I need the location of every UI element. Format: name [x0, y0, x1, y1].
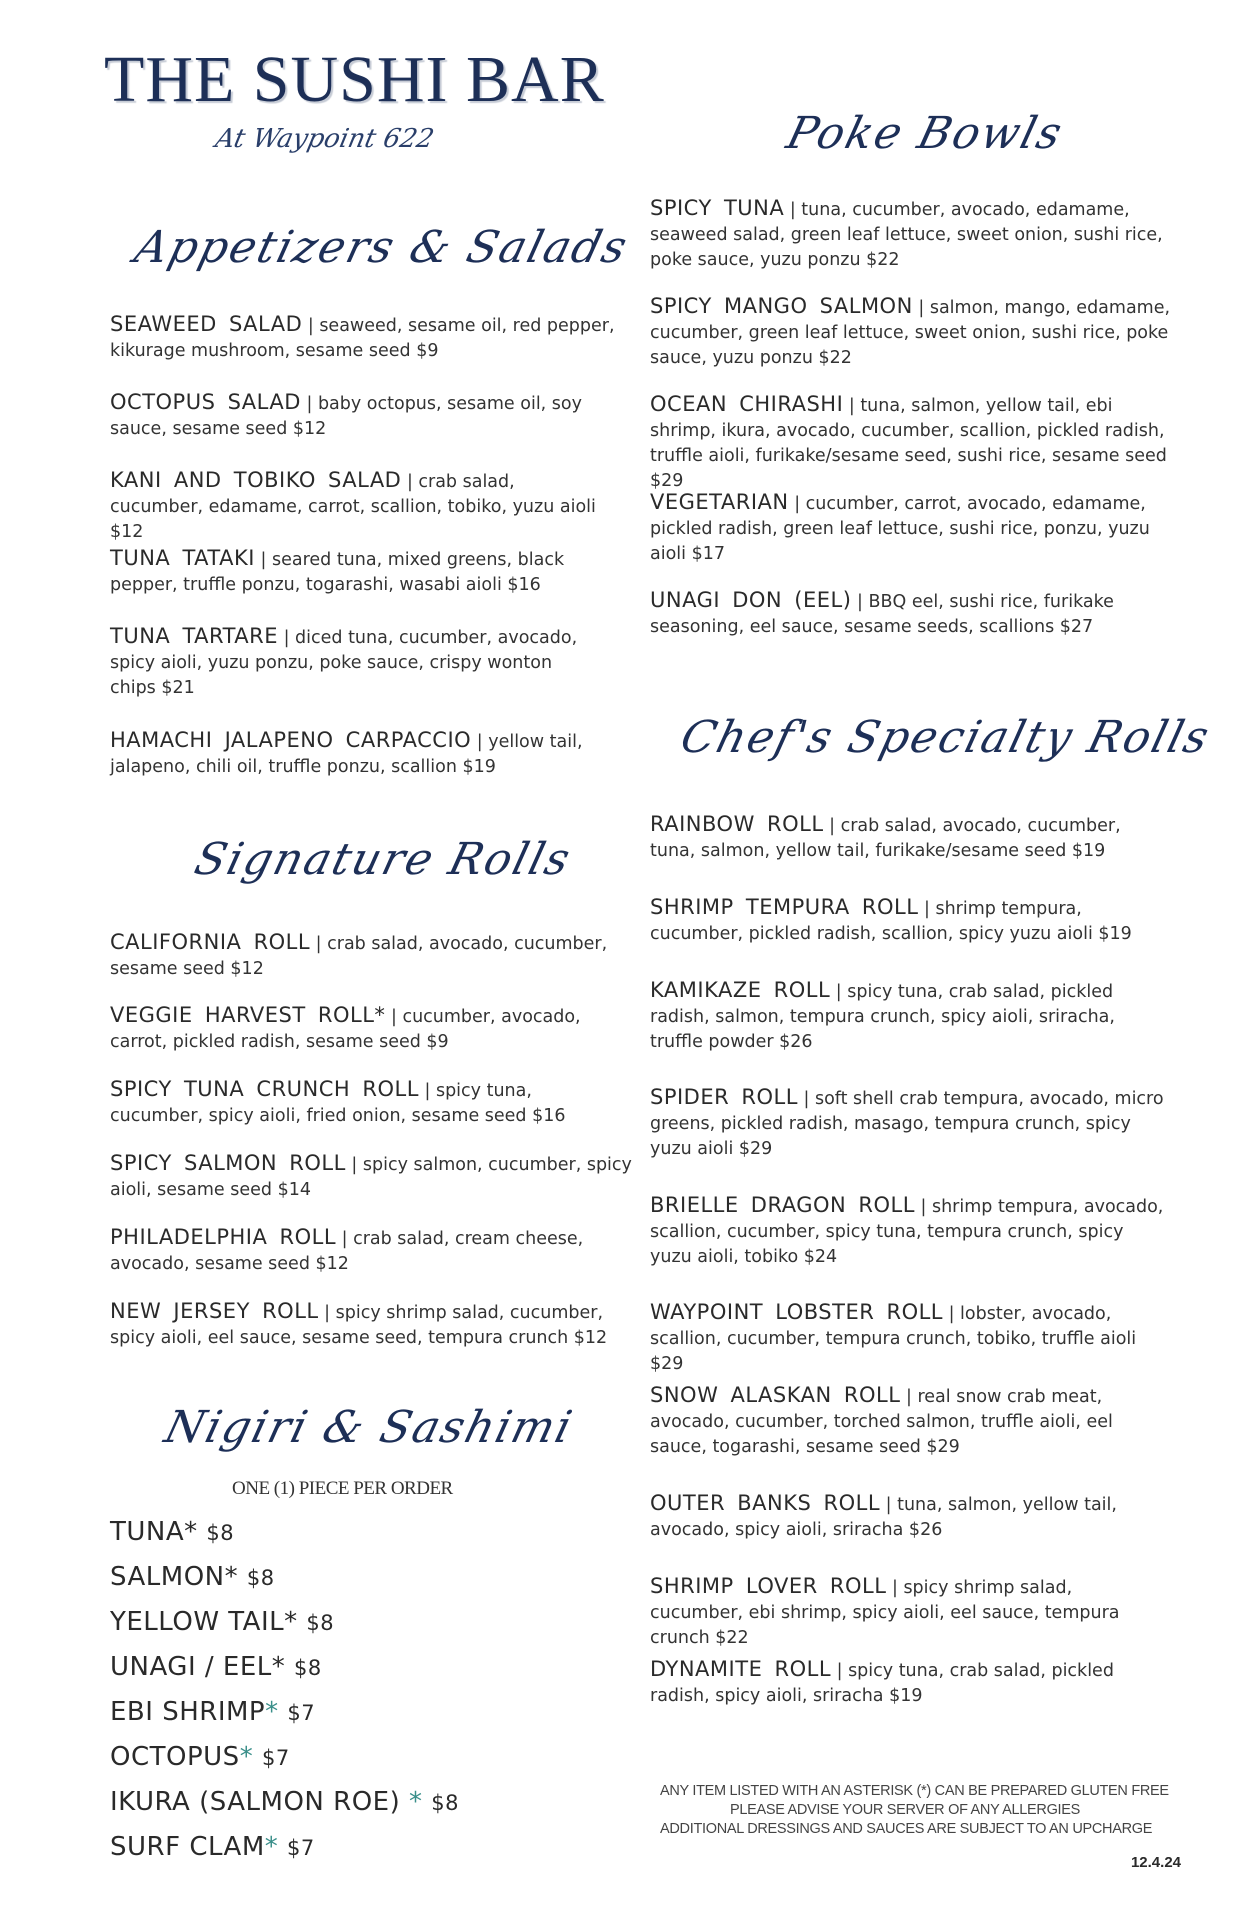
menu-footer	[660, 1782, 1169, 1839]
item-name: OCTOPUS	[110, 1742, 240, 1772]
nigiri-item	[110, 1825, 459, 1870]
item-name: HAMACHI JALAPENO CARPACCIO	[110, 728, 472, 752]
item-name: RAINBOW ROLL	[650, 812, 824, 836]
item-name: SALMON*	[110, 1562, 239, 1592]
item-name: SPICY TUNA	[650, 196, 785, 220]
menu-item	[650, 1193, 1170, 1270]
menu-item	[110, 728, 610, 780]
item-desc: | shrimp tempura, avocado, scallion, cucumber, spicy tuna, tempura crunch, spicy yuzu aioli, tobiko $24	[650, 1197, 1164, 1267]
item-name: OCTOPUS SALAD	[110, 390, 301, 414]
item-price: $8	[206, 1521, 235, 1545]
item-name: UNAGI / EEL*	[110, 1652, 286, 1682]
item-name: SPIDER ROLL	[650, 1085, 798, 1109]
item-desc: | yellow tail, jalapeno, chili oil, truffle ponzu, scallion $19	[110, 732, 583, 777]
menu-item	[110, 1225, 610, 1277]
item-name: TUNA*	[110, 1517, 198, 1547]
item-price: $8	[431, 1791, 459, 1815]
item-desc: | crab salad, avocado, cucumber, tuna, salmon, yellow tail, furikake/sesame seed $19	[650, 816, 1121, 861]
item-name: EBI SHRIMP	[110, 1697, 266, 1727]
gluten-free-asterisk: *	[400, 1787, 423, 1817]
item-name: SEAWEED SALAD	[110, 312, 303, 336]
gluten-free-asterisk: *	[264, 1832, 279, 1862]
nigiri-item	[110, 1735, 459, 1780]
section-title-signature: Signature Rolls	[189, 834, 577, 885]
nigiri-item	[110, 1510, 459, 1555]
item-name: OCEAN CHIRASHI	[650, 392, 844, 416]
section-title-poke: Poke Bowls	[781, 108, 1069, 159]
item-desc: | spicy shrimp salad, cucumber, spicy aioli, eel sauce, sesame seed, tempura crunch $12	[110, 1303, 608, 1348]
menu-item	[110, 312, 625, 364]
menu-item	[110, 1077, 625, 1129]
item-name: PHILADELPHIA ROLL	[110, 1225, 337, 1249]
nigiri-item	[110, 1600, 459, 1645]
menu-item	[110, 930, 625, 982]
gluten-free-asterisk: *	[239, 1742, 254, 1772]
menu-item	[650, 294, 1175, 371]
footer-upcharge-note: ADDITIONAL DRESSINGS AND SAUCES ARE SUBJECT TO AN UPCHARGE	[660, 1821, 1153, 1837]
item-name: SPICY TUNA CRUNCH ROLL	[110, 1077, 419, 1101]
menu-item	[650, 1300, 1170, 1377]
menu-item	[650, 588, 1175, 640]
menu-item	[650, 1085, 1170, 1162]
item-desc: | baby octopus, sesame oil, soy sauce, sesame seed $12	[110, 394, 582, 439]
item-desc: | cucumber, avocado, carrot, pickled radish, sesame seed $9	[110, 1007, 581, 1052]
item-desc: | soft shell crab tempura, avocado, micro greens, pickled radish, masago, tempura crunch, spicy yuzu aioli $29	[650, 1089, 1164, 1159]
item-name: SNOW ALASKAN ROLL	[650, 1383, 901, 1407]
menu-item	[110, 1151, 635, 1203]
item-name: VEGETARIAN	[650, 490, 789, 514]
item-name: OUTER BANKS ROLL	[650, 1491, 881, 1515]
gluten-free-asterisk: *	[265, 1697, 279, 1727]
menu-item	[650, 895, 1170, 947]
item-name: KANI AND TOBIKO SALAD	[110, 468, 402, 492]
nigiri-note: ONE (1) PIECE PER ORDER	[232, 1478, 453, 1499]
item-desc: | cucumber, carrot, avocado, edamame, pickled radish, green leaf lettuce, sushi rice, ponzu, yuzu aioli $17	[650, 494, 1150, 564]
menu-item	[650, 1491, 1150, 1543]
item-price: $8	[294, 1656, 322, 1680]
menu-item	[650, 1383, 1170, 1460]
menu-date: 12.4.24	[1130, 1854, 1181, 1871]
menu-item	[110, 1299, 630, 1351]
item-name: SPICY SALMON ROLL	[110, 1151, 346, 1175]
item-name: SURF CLAM	[110, 1832, 265, 1862]
item-desc: | lobster, avocado, scallion, cucumber, tempura crunch, tobiko, truffle aioli $29	[650, 1304, 1137, 1374]
menu-item	[110, 390, 590, 442]
item-name: YELLOW TAIL*	[110, 1607, 298, 1637]
item-desc: | spicy tuna, crab salad, pickled radish, salmon, tempura crunch, spicy aioli, sriracha, truffle powder $26	[650, 982, 1115, 1052]
nigiri-list	[110, 1510, 459, 1870]
footer-gluten-free-note: ANY ITEM LISTED WITH AN ASTERISK (*) CAN BE PREPARED GLUTEN FREE	[660, 1783, 1169, 1799]
restaurant-name: THE SUSHI BAR	[104, 43, 605, 116]
item-desc: | diced tuna, cucumber, avocado, spicy aioli, yuzu ponzu, poke sauce, crispy wonton chips $21	[110, 628, 578, 698]
item-name: CALIFORNIA ROLL	[110, 930, 311, 954]
item-name: VEGGIE HARVEST ROLL*	[110, 1003, 386, 1027]
item-name: SPICY MANGO SALMON	[650, 294, 913, 318]
item-desc: | real snow crab meat, avocado, cucumber, torched salmon, truffle aioli, eel sauce, togarashi, sesame seed $29	[650, 1387, 1113, 1457]
item-name: SHRIMP LOVER ROLL	[650, 1574, 887, 1598]
section-title-chef: Chef's Specialty Rolls	[675, 712, 1216, 763]
menu-item	[650, 392, 1175, 494]
item-desc: | spicy tuna, crab salad, pickled radish, spicy aioli, sriracha $19	[650, 1661, 1114, 1706]
item-price: $8	[306, 1611, 335, 1635]
item-name: TUNA TATAKI	[110, 546, 255, 570]
item-desc: | tuna, salmon, yellow tail, avocado, spicy aioli, sriracha $26	[650, 1495, 1117, 1540]
item-desc: | crab salad, cream cheese, avocado, sesame seed $12	[110, 1229, 584, 1274]
footer-allergy-note: PLEASE ADVISE YOUR SERVER OF ANY ALLERGIES	[729, 1802, 1081, 1818]
item-desc: | BBQ eel, sushi rice, furikake seasoning, eel sauce, sesame seeds, scallions $27	[650, 592, 1114, 637]
item-desc: | tuna, cucumber, avocado, edamame, seaweed salad, green leaf lettuce, sweet onion, sushi rice, poke sauce, yuzu ponzu $22	[650, 200, 1163, 270]
menu-item	[650, 812, 1170, 864]
brand-header	[104, 43, 605, 154]
section-title-nigiri: Nigiri & Sashimi	[159, 1402, 579, 1453]
menu-item	[110, 546, 590, 598]
item-name: WAYPOINT LOBSTER ROLL	[650, 1300, 944, 1324]
item-desc: | spicy salmon, cucumber, spicy aioli, sesame seed $14	[110, 1155, 632, 1200]
nigiri-item	[110, 1780, 459, 1825]
item-price: $8	[246, 1566, 275, 1590]
item-desc: | seaweed, sesame oil, red pepper, kikurage mushroom, sesame seed $9	[110, 316, 615, 361]
menu-item	[110, 468, 610, 545]
menu-item	[650, 490, 1170, 567]
section-title-appetizers: Appetizers & Salads	[129, 222, 634, 273]
item-desc: | seared tuna, mixed greens, black pepper, truffle ponzu, togarashi, wasabi aioli $16	[110, 550, 565, 595]
nigiri-item	[110, 1645, 459, 1690]
item-desc: | shrimp tempura, cucumber, pickled radish, scallion, spicy yuzu aioli $19	[650, 899, 1132, 944]
item-name: TUNA TARTARE	[110, 624, 278, 648]
menu-item	[650, 1574, 1170, 1651]
restaurant-subtitle: At Waypoint 622	[212, 124, 437, 154]
item-desc: | spicy tuna, cucumber, spicy aioli, fried onion, sesame seed $16	[110, 1081, 566, 1126]
item-desc: | tuna, salmon, yellow tail, ebi shrimp, ikura, avocado, cucumber, scallion, pickled radish, truffle aioli, furikake/sesame seed, sushi rice, sesame seed $29	[650, 396, 1167, 491]
menu-item	[110, 624, 590, 701]
item-name: NEW JERSEY ROLL	[110, 1299, 319, 1323]
item-name: KAMIKAZE ROLL	[650, 978, 831, 1002]
item-desc: | spicy shrimp salad, cucumber, ebi shrimp, spicy aioli, eel sauce, tempura crunch $22	[650, 1578, 1120, 1648]
item-name: SHRIMP TEMPURA ROLL	[650, 895, 919, 919]
item-name: UNAGI DON (EEL)	[650, 588, 852, 612]
item-name: IKURA (SALMON ROE)	[110, 1787, 401, 1817]
item-price: $7	[287, 1701, 316, 1725]
menu-item	[650, 978, 1170, 1055]
menu-item	[110, 1003, 635, 1055]
item-desc: | crab salad, cucumber, edamame, carrot, scallion, tobiko, yuzu aioli $12	[110, 472, 596, 542]
item-desc: | salmon, mango, edamame, cucumber, green leaf lettuce, sweet onion, sushi rice, poke sauce, yuzu ponzu $22	[650, 298, 1171, 368]
menu-item	[650, 196, 1170, 273]
item-desc: | crab salad, avocado, cucumber, sesame seed $12	[110, 934, 608, 979]
menu-item	[650, 1657, 1130, 1709]
item-price: $7	[287, 1836, 315, 1860]
item-price: $7	[261, 1746, 290, 1770]
nigiri-item	[110, 1690, 459, 1735]
item-name: DYNAMITE ROLL	[650, 1657, 832, 1681]
item-name: BRIELLE DRAGON ROLL	[650, 1193, 915, 1217]
nigiri-item	[110, 1555, 459, 1600]
